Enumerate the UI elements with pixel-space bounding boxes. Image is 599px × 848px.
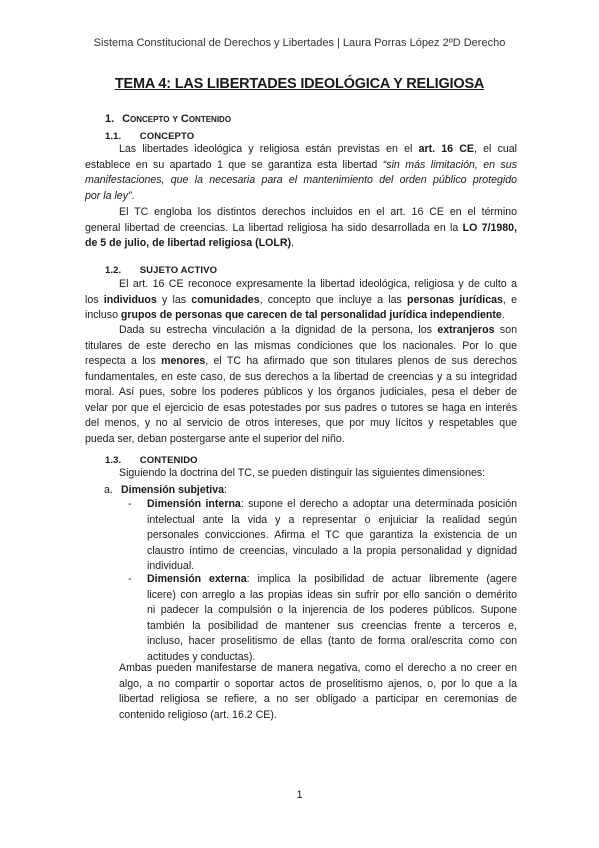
contenido-intro: Siguiendo la doctrina del TC, se pueden distinguir las siguientes dimensiones:: [119, 467, 486, 479]
text-line: velar por que el ejercicio de esas potestades por sus padres o tutores se haga en interés: [85, 401, 517, 414]
bold-run: LO 7/1980,: [462, 221, 518, 234]
section-number: 1.: [105, 113, 115, 125]
italic-run: manifestaciones, que la necesaria para el mantenimiento del orden público protegido: [85, 174, 517, 186]
bold-run: Dimensión externa: [147, 573, 247, 585]
subsection-heading-contenido: [105, 455, 198, 466]
text-line: por la ley”.: [85, 189, 135, 202]
subsection-title: CONCEPTO: [139, 131, 195, 142]
bold-run: personas jurídicas: [407, 293, 503, 306]
text-line: Dimensión externa: implica la posibilidad de actuar libremente (agere: [147, 573, 517, 585]
text-line: pueda ser, deban postergarse ante el superior del niño.: [85, 432, 345, 445]
text-line: Las libertades ideológica y religiosa están previstas en el art. 16 CE, el cual: [119, 143, 518, 155]
text-line: licere) con arreglo a las propias ideas sin sufrir por ello sanción o demérito: [147, 588, 517, 601]
text-line: del menos, y no al servicio de otros intereses, que por muy lícitos y respetables que: [85, 417, 517, 429]
paragraph-contenido-closing: [119, 661, 517, 723]
text-line: individual.: [147, 560, 195, 572]
text-line: de 5 de julio, de libertad religiosa (LOLR).: [85, 237, 294, 249]
bold-run: de 5 de julio, de libertad religiosa (LOLR): [85, 237, 292, 249]
section-heading-concepto-y-contenido: [105, 113, 231, 125]
subsection-number: 1.3.: [105, 455, 122, 466]
paragraph-concepto-2: [85, 205, 517, 252]
page-number: 1: [296, 789, 303, 801]
text-line: [85, 173, 517, 189]
text-line: El art. 16 CE reconoce expresamente la libertad ideológica, religiosa y de culto a: [119, 278, 517, 290]
text-line: intelectual ante la vida y a representar o enjuiciar la realidad según: [147, 513, 517, 526]
bold-run: extranjeros: [437, 324, 495, 336]
subsection-number: 1.1.: [105, 131, 122, 142]
subsection-heading-concepto: [105, 131, 194, 142]
text-line: incluso grupos de personas que carecen de tal personalidad jurídica independiente.: [85, 309, 505, 321]
text-line: Dada su estrecha vinculación a la dignidad de la persona, los extranjeros son: [119, 324, 517, 336]
dimension-subjetiva-heading: [104, 484, 227, 496]
list-letter: a.: [104, 484, 113, 496]
running-header: Sistema Constitucional de Derechos y Libertades | Laura Porras López 2ºD Derecho: [93, 37, 506, 49]
text-line: personales convicciones. Afirma el TC que garantiza la existencia de un: [147, 529, 517, 541]
text-line: Ambas pueden manifestarse de manera negativa, como el derecho a no creer en: [119, 662, 517, 674]
italic-run: por la ley”: [85, 189, 132, 202]
text-line: El TC engloba los distintos derechos incluidos en el art. 16 CE en el término: [119, 206, 517, 218]
subsection-title: SUJETO ACTIVO: [139, 265, 218, 276]
paragraph-sujeto-activo-1: [85, 277, 517, 324]
text-line: establece en su apartado 1 que se garantiza esta libertad “sin más limitación, en sus: [85, 158, 517, 171]
paragraph-concepto-1: [85, 142, 517, 204]
text-line: incluso, hacer proselitismo de ellas (tanto de forma oral/escrita como con: [147, 635, 517, 647]
text-line: algo, a no compartir o soportar actos de proselitismo ajenos, o, por lo que a la: [119, 677, 517, 690]
dimension-colon: :: [224, 484, 227, 496]
bold-run: comunidades: [191, 293, 260, 306]
text-line: claustro íntimo de creencias, vinculado a la propia personalidad y dignidad: [147, 544, 517, 557]
section-title: Concepto y Contenido: [122, 113, 232, 125]
text-line: respecta a los menores, el TC ha afirmado que son titulares plenos de sus derechos: [85, 355, 517, 367]
text-line: titulares de este derecho en las mismas condiciones que los nacionales. Por lo que: [85, 339, 517, 352]
text-line: actitudes y conductas).: [147, 650, 256, 663]
dimension-interna-text: [147, 497, 517, 575]
document-title: TEMA 4: LAS LIBERTADES IDEOLÓGICA Y RELIGIOSA: [114, 76, 485, 92]
bullet-dash: -: [128, 573, 132, 585]
bold-run: menores: [161, 355, 206, 367]
text-line: los individuos y las comunidades, concepto que incluye a las personas jurídicas, e: [85, 293, 517, 306]
text-line: moral. Así pues, sobre los poderes públicos y los órganos judiciales, pesa el deber de: [85, 386, 517, 398]
text-line: contenido religioso (art. 16.2 CE).: [119, 708, 277, 721]
text-line: fundamentales, en este caso, de sus derechos a la libertad de creencias y a su integridad: [85, 370, 517, 383]
bold-run: art. 16 CE: [418, 143, 474, 155]
text-line: Dimensión interna: supone el derecho a adoptar una determinada posición: [147, 498, 517, 510]
text-line: también la posibilidad de mantener sus creencias frente a terceros e,: [147, 619, 517, 632]
subsection-title: CONTENIDO: [139, 455, 198, 466]
bold-run: grupos de personas que carecen de tal personalidad jurídica independiente: [120, 309, 502, 321]
dimension-externa-text: [147, 572, 517, 665]
text-line: ni padecer la compulsión o la injerencia de los poderes públicos. Supone: [147, 604, 517, 616]
text-line: libertad religiosa se refiere, a no ser obligado a participar en ceremonias de: [119, 693, 517, 705]
subsection-number: 1.2.: [105, 265, 122, 276]
bold-run: Dimensión interna: [147, 498, 241, 510]
italic-run: “sin más limitación, en sus: [382, 158, 517, 171]
bold-run: individuos: [103, 293, 157, 306]
dimension-label: Dimensión subjetiva: [121, 484, 225, 496]
subsection-heading-sujeto-activo: [105, 265, 217, 276]
text-line: general libertad de creencias. La libertad religiosa ha sido desarrollada en la LO 7/1980,: [85, 221, 518, 234]
paragraph-sujeto-activo-2: [85, 323, 517, 447]
bullet-dash: -: [128, 498, 132, 510]
